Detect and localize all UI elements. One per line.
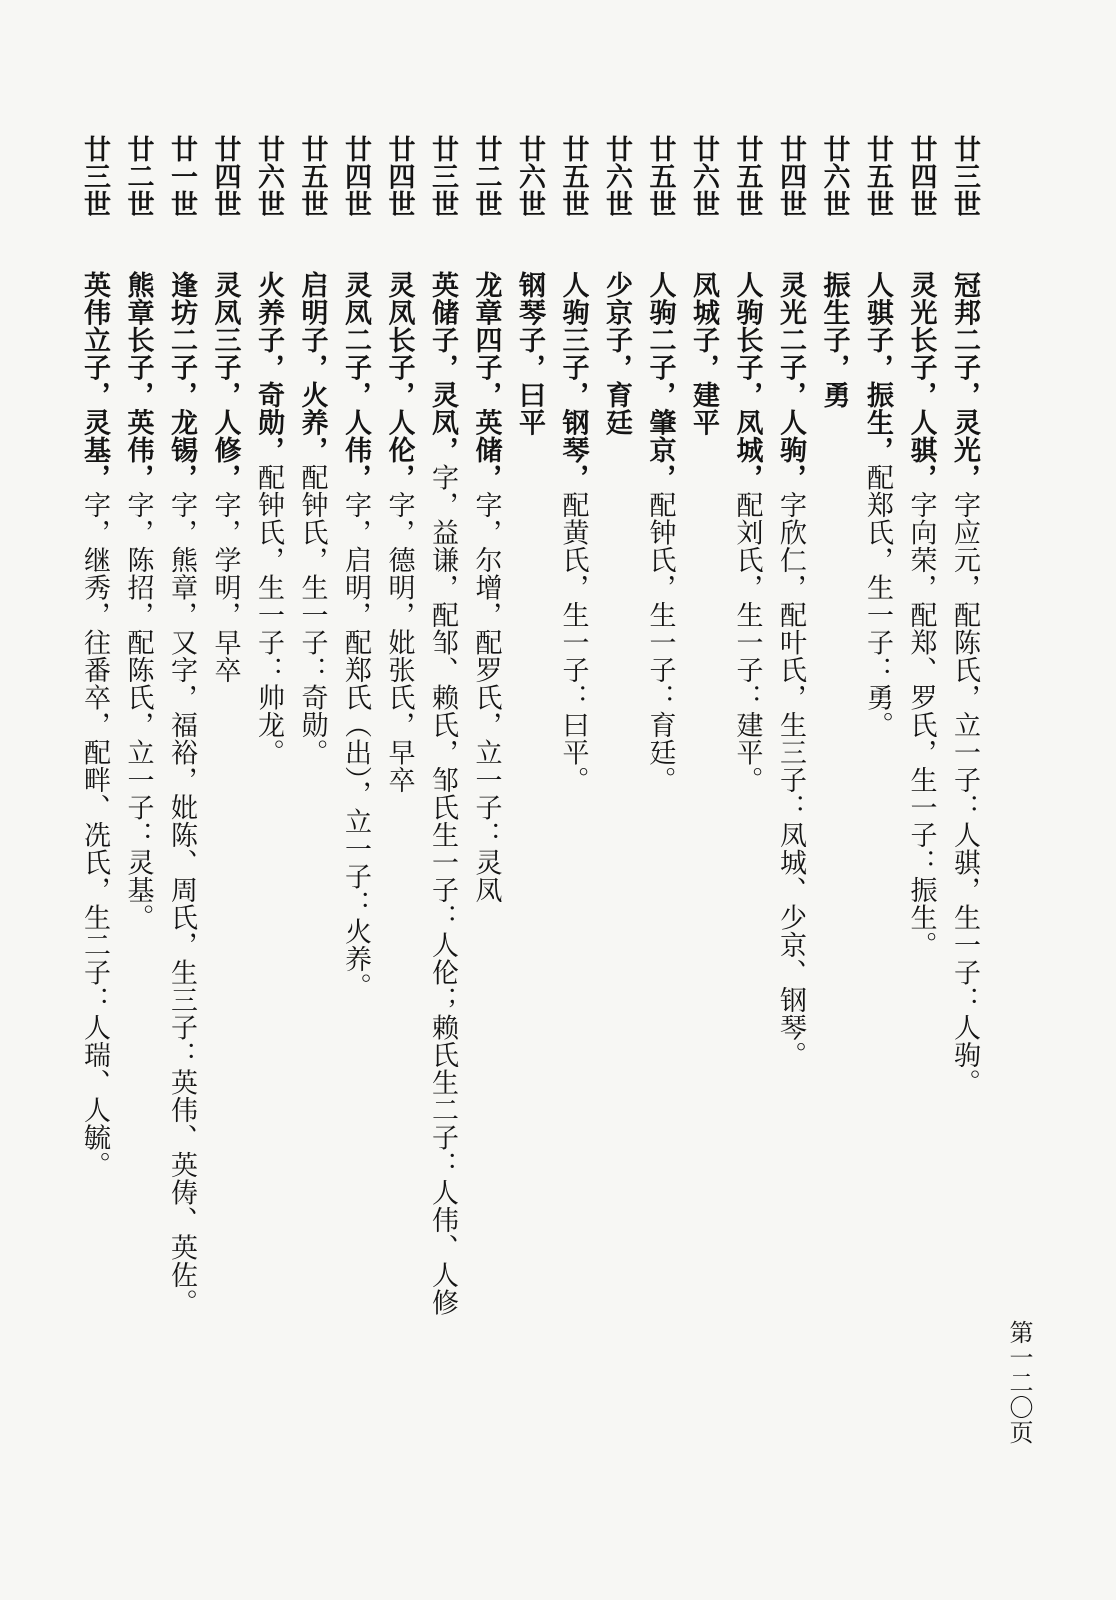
generation-label: 廿五世 <box>296 135 328 218</box>
entry-text: 字，德明，妣张氏，早卒 <box>383 491 415 794</box>
genealogy-entry <box>682 135 726 1316</box>
entry-text: 配刘氏，生一子：建平。 <box>731 491 763 794</box>
entry-heading: 人驹长子，凤城， <box>731 271 763 491</box>
entry-heading: 人驹二子，肇京， <box>644 271 676 491</box>
entry-text: 字，启明，配郑氏（出），立一子：火养。 <box>340 491 371 1000</box>
entry-heading: 火养子，奇勋， <box>253 271 284 464</box>
genealogy-columns <box>73 135 987 1316</box>
genealogy-entry <box>290 135 334 1316</box>
entry-heading: 冠邦二子，灵光， <box>949 271 980 491</box>
entry-heading: 逢坊二子，龙锡， <box>166 271 197 491</box>
generation-label: 廿四世 <box>775 135 806 218</box>
generation-label: 廿六世 <box>688 135 719 218</box>
entry-heading: 龙章四子，英储， <box>470 271 502 491</box>
entry-text: 字，熊章，又字，福裕，妣陈、周氏，生三子：英伟、英俦、英佐。 <box>166 491 197 1316</box>
genealogy-entry <box>160 135 204 1316</box>
generation-label: 廿四世 <box>905 135 937 218</box>
entry-text: 配郑氏，生一子：勇。 <box>862 463 893 739</box>
generation-label: 廿一世 <box>166 135 197 218</box>
entry-heading: 英伟立子，灵基， <box>79 271 110 491</box>
entry-heading: 振生子，勇 <box>818 271 850 409</box>
entry-heading: 英储子，灵凤， <box>427 271 458 464</box>
entry-heading: 灵凤长子，人伦， <box>383 271 415 491</box>
entry-heading: 启明子，火养， <box>296 271 328 464</box>
generation-label: 廿六世 <box>601 135 632 218</box>
genealogy-entry <box>812 135 856 1316</box>
genealogy-entry <box>116 135 160 1316</box>
generation-label: 廿三世 <box>79 135 110 218</box>
entry-heading: 灵凤二子，人伟， <box>340 271 371 491</box>
entry-text: 配黄氏，生一子：曰平。 <box>557 491 589 794</box>
page-number: 第一二〇页 <box>1005 1320 1033 1445</box>
entry-text: 字向荣，配郑、罗氏，生一子：振生。 <box>905 491 937 959</box>
entry-heading: 熊章长子，英伟， <box>122 271 154 491</box>
entry-heading: 灵光长子，人骐， <box>905 271 937 491</box>
genealogy-entry <box>769 135 813 1316</box>
entry-heading: 少京子，育廷 <box>601 271 632 436</box>
generation-label: 廿三世 <box>427 135 458 218</box>
genealogy-entry <box>943 135 987 1316</box>
generation-label: 廿六世 <box>514 135 545 218</box>
entry-text: 配钟氏，生一子：奇勋。 <box>296 463 328 766</box>
genealogy-entry <box>247 135 291 1316</box>
entry-text: 字，陈招，配陈氏，立一子：灵基。 <box>122 491 154 931</box>
genealogy-entry <box>73 135 117 1316</box>
generation-label: 廿二世 <box>122 135 154 218</box>
genealogy-entry <box>856 135 900 1316</box>
generation-label: 廿六世 <box>818 135 850 218</box>
entry-heading: 灵光二子，人驹， <box>775 271 806 491</box>
entry-heading: 灵凤三子，人修， <box>209 271 241 491</box>
generation-label: 廿二世 <box>470 135 502 218</box>
generation-label: 廿四世 <box>383 135 415 218</box>
genealogy-entry <box>899 135 943 1316</box>
entry-text: 配钟氏，生一子：帅龙。 <box>253 463 284 766</box>
generation-label: 廿三世 <box>949 135 980 218</box>
generation-label: 廿四世 <box>209 135 241 218</box>
genealogy-entry <box>203 135 247 1316</box>
genealogy-entry <box>464 135 508 1316</box>
entry-heading: 人骐子，振生， <box>862 271 893 464</box>
genealogy-entry <box>334 135 378 1316</box>
genealogy-entry <box>421 135 465 1316</box>
entry-text: 配钟氏，生一子：育廷。 <box>644 491 676 794</box>
genealogy-entry <box>551 135 595 1316</box>
generation-label: 廿五世 <box>557 135 589 218</box>
entry-heading: 人驹三子，钢琴， <box>557 271 589 491</box>
entry-text: 字应元，配陈氏，立一子：人骐，生一子：人驹。 <box>949 491 980 1096</box>
generation-label: 廿六世 <box>253 135 284 218</box>
entry-text: 字欣仁，配叶氏，生三子：凤城、少京、钢琴。 <box>775 491 806 1069</box>
entry-heading: 凤城子，建平 <box>688 271 719 436</box>
entry-text: 字，学明，早卒 <box>209 491 241 684</box>
genealogy-entry <box>638 135 682 1316</box>
generation-label: 廿五世 <box>862 135 893 218</box>
genealogy-entry <box>377 135 421 1316</box>
entry-text: 字，继秀，往番卒，配畔、冼氏，生二子：人瑞、人毓。 <box>79 491 110 1179</box>
entry-text: 字，尔增，配罗氏，立一子：灵凤 <box>470 491 502 904</box>
genealogy-entry <box>595 135 639 1316</box>
generation-label: 廿五世 <box>644 135 676 218</box>
generation-label: 廿四世 <box>340 135 371 218</box>
genealogy-entry <box>508 135 552 1316</box>
entry-text: 字，益谦，配邹、赖氏，邹氏生一子：人伦；赖氏生二子：人伟、人修 <box>427 463 458 1316</box>
entry-heading: 钢琴子，曰平 <box>514 271 545 436</box>
genealogy-entry <box>725 135 769 1316</box>
generation-label: 廿五世 <box>731 135 763 218</box>
